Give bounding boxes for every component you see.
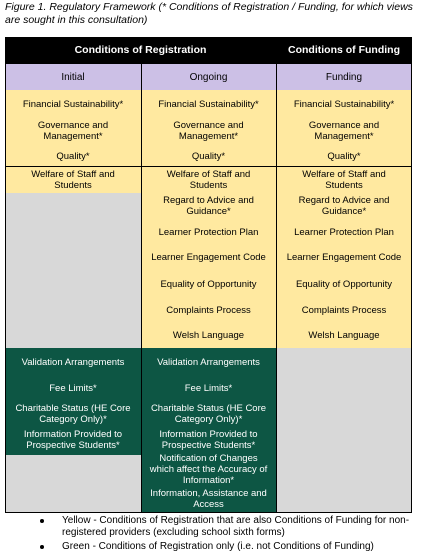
regulatory-framework-table bbox=[5, 37, 412, 513]
table-left-border bbox=[5, 37, 6, 513]
ongoing-item-welsh-language: Welsh Language bbox=[172, 330, 245, 341]
ongoing-item-welfare: Welfare of Staff and Students bbox=[166, 169, 251, 191]
funding-item-welsh-language: Welsh Language bbox=[308, 330, 380, 341]
initial-item-validation: Validation Arrangements bbox=[21, 357, 125, 368]
initial-empty-grey-cell bbox=[5, 193, 141, 348]
row-divider-line bbox=[5, 166, 412, 167]
ongoing-item-quality: Quality* bbox=[191, 151, 226, 162]
figure-caption: Figure 1. Regulatory Framework (* Conditions of Registration / Funding, for which views are sought in this consultation) bbox=[5, 1, 413, 26]
funding-item-learner-protection: Learner Protection Plan bbox=[294, 227, 394, 238]
bullet-icon bbox=[40, 545, 44, 549]
initial-yellow-block bbox=[5, 90, 141, 166]
ongoing-item-equality: Equality of Opportunity bbox=[160, 279, 257, 290]
ongoing-item-complaints: Complaints Process bbox=[166, 305, 251, 316]
initial-item-information-provided: Information Provided to Prospective Students* bbox=[23, 429, 123, 451]
funding-item-learner-engagement: Learner Engagement Code bbox=[286, 252, 402, 263]
header-conditions-of-registration: Conditions of Registration bbox=[5, 37, 276, 64]
column-divider-line bbox=[141, 64, 142, 513]
funding-item-equality: Equality of Opportunity bbox=[295, 279, 393, 290]
ongoing-item-regard-to-advice: Regard to Advice and Guidance* bbox=[163, 195, 254, 217]
subheader-ongoing: Ongoing bbox=[141, 64, 276, 90]
ongoing-item-governance: Governance and Management* bbox=[173, 120, 244, 142]
ongoing-item-validation: Validation Arrangements bbox=[157, 357, 260, 368]
funding-item-quality: Quality* bbox=[327, 151, 361, 162]
table-right-border bbox=[411, 37, 412, 513]
ongoing-item-learner-engagement: Learner Engagement Code bbox=[151, 252, 266, 263]
funding-item-complaints: Complaints Process bbox=[301, 305, 387, 316]
bullet-icon bbox=[40, 519, 44, 523]
legend-item-yellow: Yellow - Conditions of Registration that are also Conditions of Funding for non-registered providers (excluding school sixth forms) bbox=[38, 515, 422, 539]
funding-item-regard-to-advice: Regard to Advice and Guidance* bbox=[298, 195, 390, 217]
subheader-initial: Initial bbox=[5, 64, 141, 90]
ongoing-green-block bbox=[141, 348, 276, 513]
header-conditions-of-funding: Conditions of Funding bbox=[276, 37, 412, 64]
initial-item-governance: Governance and Management* bbox=[37, 120, 109, 142]
ongoing-item-information-provided: Information Provided to Prospective Students* bbox=[159, 429, 258, 451]
initial-welfare-cell bbox=[5, 167, 141, 193]
ongoing-yellow-block bbox=[141, 90, 276, 166]
subheader-funding: Funding bbox=[276, 64, 412, 90]
initial-item-charitable-status: Charitable Status (HE Core Category Only)* bbox=[15, 403, 131, 425]
legend-item-green: Green - Conditions of Registration only (i.e. not Conditions of Funding) bbox=[38, 541, 422, 553]
ongoing-yellow-block-2 bbox=[141, 167, 276, 348]
initial-bottom-grey-cell bbox=[5, 455, 141, 513]
funding-item-financial-sustainability: Financial Sustainability* bbox=[293, 99, 395, 110]
funding-empty-grey-cell bbox=[276, 348, 412, 513]
initial-green-block bbox=[5, 348, 141, 455]
legend bbox=[38, 515, 422, 555]
ongoing-item-charitable-status: Charitable Status (HE Core Category Only)* bbox=[150, 403, 267, 425]
funding-yellow-block bbox=[276, 90, 412, 166]
funding-item-governance: Governance and Management* bbox=[308, 120, 380, 142]
ongoing-item-learner-protection: Learner Protection Plan bbox=[158, 227, 259, 238]
funding-yellow-block-2 bbox=[276, 167, 412, 348]
column-divider-line bbox=[276, 37, 277, 513]
initial-item-fee-limits: Fee Limits* bbox=[49, 383, 97, 394]
initial-item-quality: Quality* bbox=[56, 151, 90, 162]
ongoing-item-fee-limits: Fee Limits* bbox=[184, 383, 233, 394]
ongoing-item-information-assistance: Information, Assistance and Access bbox=[150, 488, 267, 510]
ongoing-item-financial-sustainability: Financial Sustainability* bbox=[158, 99, 259, 110]
ongoing-item-notification-of-changes: Notification of Changes which affect the Accuracy of Information* bbox=[149, 453, 268, 486]
funding-item-welfare: Welfare of Staff and Students bbox=[302, 169, 386, 191]
initial-item-financial-sustainability: Financial Sustainability* bbox=[22, 99, 124, 110]
initial-item-welfare: Welfare of Staff and Students bbox=[31, 169, 115, 191]
table-bottom-border bbox=[5, 512, 412, 513]
